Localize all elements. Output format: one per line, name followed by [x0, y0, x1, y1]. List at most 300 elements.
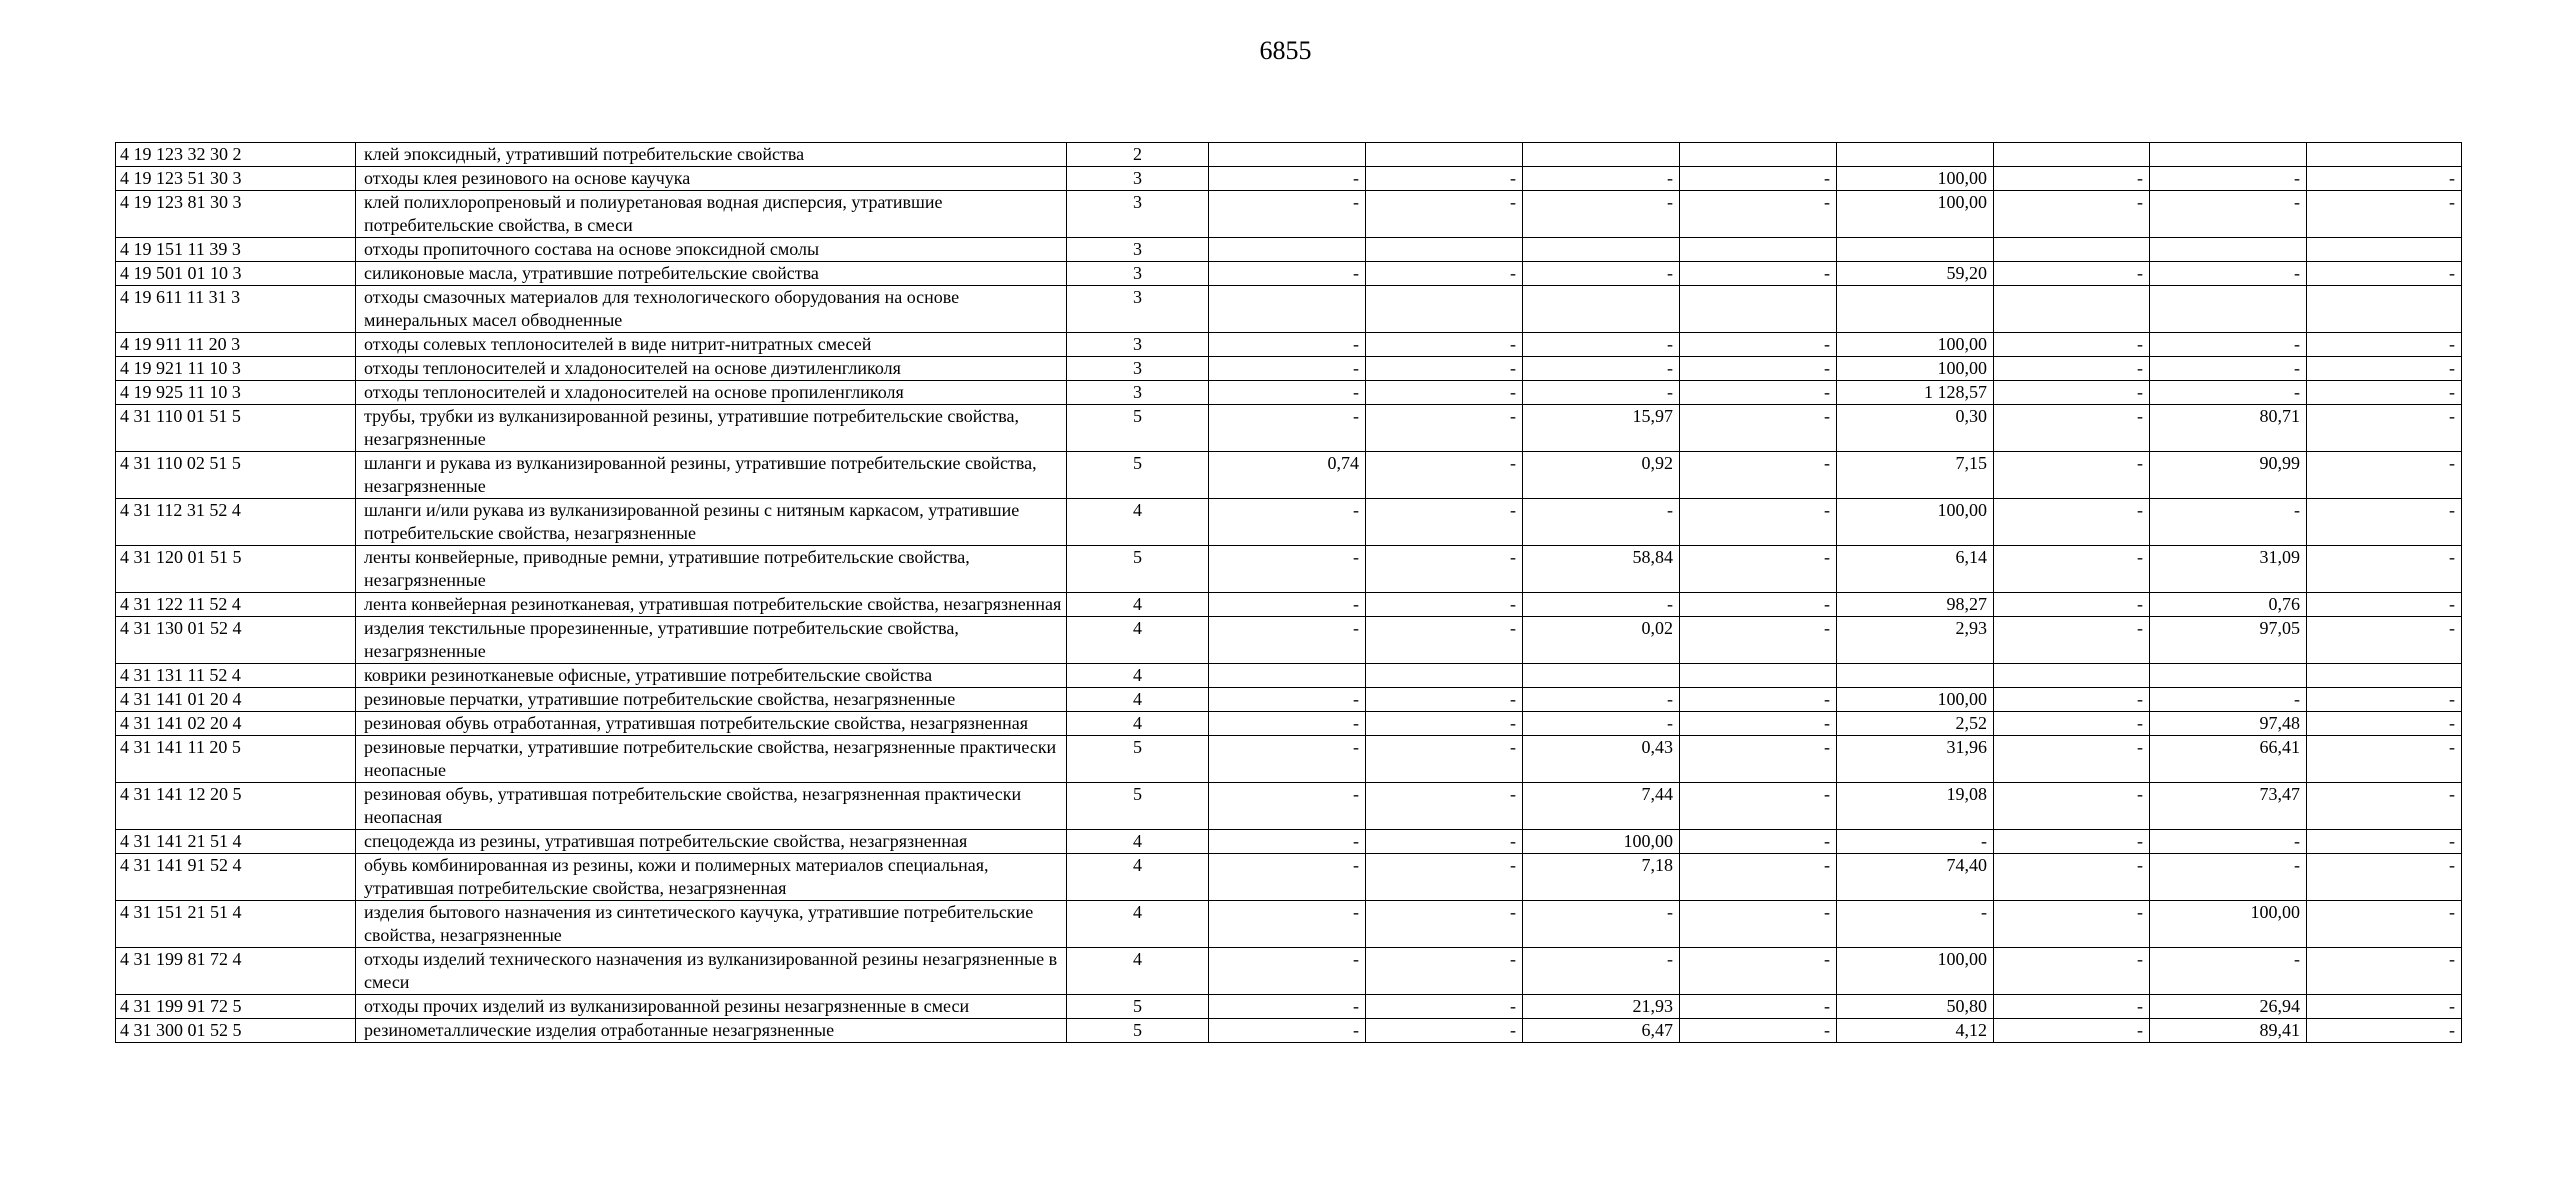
value-cell: 7,44	[1523, 783, 1680, 830]
waste-code-cell: 4 31 199 81 72 4	[116, 948, 356, 995]
value-cell: -	[1366, 948, 1523, 995]
value-cell	[1837, 143, 1994, 167]
value-cell: -	[1994, 712, 2150, 736]
value-cell: -	[1209, 405, 1366, 452]
value-cell: -	[2307, 830, 2462, 854]
value-cell: 100,00	[1523, 830, 1680, 854]
value-cell: -	[2150, 854, 2307, 901]
hazard-class-cell: 4	[1067, 948, 1209, 995]
value-cell: -	[1209, 830, 1366, 854]
value-cell: 100,00	[1837, 333, 1994, 357]
value-cell: -	[2307, 736, 2462, 783]
value-cell	[1366, 664, 1523, 688]
waste-code-cell: 4 19 911 11 20 3	[116, 333, 356, 357]
value-cell: -	[2307, 381, 2462, 405]
value-cell: -	[1366, 995, 1523, 1019]
value-cell	[1680, 238, 1837, 262]
value-cell: -	[1209, 167, 1366, 191]
value-cell: -	[1680, 830, 1837, 854]
value-cell: -	[1366, 593, 1523, 617]
value-cell: 2,93	[1837, 617, 1994, 664]
table-row	[116, 381, 2462, 405]
value-cell: -	[1994, 1019, 2150, 1043]
value-cell: 0,74	[1209, 452, 1366, 499]
hazard-class-cell: 5	[1067, 736, 1209, 783]
value-cell: -	[1523, 901, 1680, 948]
value-cell: -	[1366, 357, 1523, 381]
value-cell: -	[1994, 995, 2150, 1019]
value-cell: -	[1366, 1019, 1523, 1043]
value-cell	[1837, 238, 1994, 262]
waste-name-cell: шланги и рукава из вулканизированной резины, утратившие потребительские свойства, незагрязненные	[356, 452, 1067, 499]
table-row	[116, 167, 2462, 191]
value-cell: 31,09	[2150, 546, 2307, 593]
waste-code-cell: 4 31 131 11 52 4	[116, 664, 356, 688]
value-cell: -	[1994, 901, 2150, 948]
table-row	[116, 405, 2462, 452]
value-cell: -	[1523, 167, 1680, 191]
value-cell	[2150, 286, 2307, 333]
value-cell: -	[1209, 783, 1366, 830]
value-cell: -	[1994, 948, 2150, 995]
value-cell	[1523, 238, 1680, 262]
value-cell: -	[1523, 688, 1680, 712]
value-cell	[1523, 664, 1680, 688]
value-cell: -	[2150, 830, 2307, 854]
hazard-class-cell: 3	[1067, 381, 1209, 405]
value-cell	[1837, 664, 1994, 688]
value-cell: -	[1680, 405, 1837, 452]
value-cell: -	[1680, 191, 1837, 238]
value-cell: -	[1680, 995, 1837, 1019]
value-cell: -	[1209, 191, 1366, 238]
table-row	[116, 286, 2462, 333]
value-cell: -	[1994, 167, 2150, 191]
waste-name-cell: ленты конвейерные, приводные ремни, утратившие потребительские свойства, незагрязненные	[356, 546, 1067, 593]
table-row	[116, 191, 2462, 238]
value-cell: -	[1680, 948, 1837, 995]
waste-code-cell: 4 19 123 32 30 2	[116, 143, 356, 167]
waste-code-cell: 4 19 123 81 30 3	[116, 191, 356, 238]
value-cell: 0,43	[1523, 736, 1680, 783]
value-cell: -	[1994, 381, 2150, 405]
value-cell: -	[1366, 783, 1523, 830]
value-cell: -	[1994, 191, 2150, 238]
value-cell: -	[1994, 736, 2150, 783]
value-cell: -	[1209, 995, 1366, 1019]
value-cell: -	[1366, 191, 1523, 238]
table-row	[116, 688, 2462, 712]
value-cell: -	[1209, 546, 1366, 593]
value-cell: -	[2307, 262, 2462, 286]
table-row	[116, 333, 2462, 357]
value-cell: -	[1837, 830, 1994, 854]
value-cell: -	[1209, 593, 1366, 617]
value-cell: -	[1366, 405, 1523, 452]
value-cell: 73,47	[2150, 783, 2307, 830]
value-cell: 66,41	[2150, 736, 2307, 783]
value-cell: -	[1366, 736, 1523, 783]
value-cell: -	[2150, 333, 2307, 357]
value-cell: 7,15	[1837, 452, 1994, 499]
value-cell: 58,84	[1523, 546, 1680, 593]
waste-code-cell: 4 31 110 02 51 5	[116, 452, 356, 499]
value-cell: -	[1994, 357, 2150, 381]
hazard-class-cell: 3	[1067, 191, 1209, 238]
waste-table	[115, 142, 2462, 1043]
value-cell: -	[1680, 783, 1837, 830]
value-cell: 0,92	[1523, 452, 1680, 499]
value-cell	[1680, 143, 1837, 167]
value-cell: -	[1523, 712, 1680, 736]
table-row	[116, 948, 2462, 995]
hazard-class-cell: 3	[1067, 238, 1209, 262]
value-cell	[2150, 238, 2307, 262]
value-cell: -	[1523, 593, 1680, 617]
value-cell: -	[1366, 167, 1523, 191]
table-row	[116, 452, 2462, 499]
value-cell: -	[1209, 262, 1366, 286]
value-cell: 21,93	[1523, 995, 1680, 1019]
waste-code-cell: 4 31 130 01 52 4	[116, 617, 356, 664]
value-cell	[1209, 286, 1366, 333]
value-cell: -	[2150, 688, 2307, 712]
value-cell: 19,08	[1837, 783, 1994, 830]
value-cell: -	[1680, 1019, 1837, 1043]
value-cell: -	[1680, 499, 1837, 546]
hazard-class-cell: 5	[1067, 995, 1209, 1019]
hazard-class-cell: 3	[1067, 333, 1209, 357]
waste-name-cell: изделия бытового назначения из синтетического каучука, утратившие потребительские свойства, незагрязненные	[356, 901, 1067, 948]
value-cell: -	[1994, 499, 2150, 546]
waste-name-cell: отходы солевых теплоносителей в виде нитрит-нитратных смесей	[356, 333, 1067, 357]
table-row	[116, 143, 2462, 167]
waste-name-cell: силиконовые масла, утратившие потребительские свойства	[356, 262, 1067, 286]
value-cell: -	[2307, 452, 2462, 499]
hazard-class-cell: 4	[1067, 664, 1209, 688]
waste-name-cell: резинометаллические изделия отработанные незагрязненные	[356, 1019, 1067, 1043]
value-cell: 59,20	[1837, 262, 1994, 286]
value-cell	[1680, 664, 1837, 688]
value-cell: -	[1523, 333, 1680, 357]
value-cell	[1366, 286, 1523, 333]
waste-name-cell: шланги и/или рукава из вулканизированной резины с нитяным каркасом, утратившие потребительские свойства, незагрязненные	[356, 499, 1067, 546]
table-row	[116, 736, 2462, 783]
value-cell: -	[1680, 333, 1837, 357]
hazard-class-cell: 3	[1067, 167, 1209, 191]
table-row	[116, 664, 2462, 688]
value-cell: -	[1366, 901, 1523, 948]
waste-code-cell: 4 31 199 91 72 5	[116, 995, 356, 1019]
value-cell: -	[2307, 167, 2462, 191]
value-cell: -	[2150, 948, 2307, 995]
value-cell: -	[2307, 783, 2462, 830]
table-row	[116, 617, 2462, 664]
value-cell: -	[1680, 736, 1837, 783]
value-cell	[1994, 286, 2150, 333]
table-row	[116, 238, 2462, 262]
value-cell: 6,14	[1837, 546, 1994, 593]
table-row	[116, 854, 2462, 901]
waste-code-cell: 4 31 151 21 51 4	[116, 901, 356, 948]
waste-name-cell: резиновая обувь отработанная, утратившая потребительские свойства, незагрязненная	[356, 712, 1067, 736]
value-cell: -	[2307, 617, 2462, 664]
value-cell	[1523, 286, 1680, 333]
value-cell: -	[1366, 712, 1523, 736]
value-cell: 100,00	[1837, 499, 1994, 546]
hazard-class-cell: 5	[1067, 452, 1209, 499]
value-cell: -	[1680, 262, 1837, 286]
waste-code-cell: 4 19 611 11 31 3	[116, 286, 356, 333]
hazard-class-cell: 4	[1067, 688, 1209, 712]
value-cell: -	[1837, 901, 1994, 948]
value-cell: -	[1680, 593, 1837, 617]
value-cell: 0,76	[2150, 593, 2307, 617]
value-cell: -	[1994, 405, 2150, 452]
value-cell: 100,00	[1837, 688, 1994, 712]
waste-code-cell: 4 31 141 91 52 4	[116, 854, 356, 901]
value-cell: -	[2150, 167, 2307, 191]
value-cell: 15,97	[1523, 405, 1680, 452]
value-cell: -	[2307, 546, 2462, 593]
hazard-class-cell: 4	[1067, 593, 1209, 617]
value-cell	[2307, 286, 2462, 333]
waste-name-cell: отходы теплоносителей и хладоносителей на основе пропиленгликоля	[356, 381, 1067, 405]
table-row	[116, 499, 2462, 546]
hazard-class-cell: 3	[1067, 286, 1209, 333]
value-cell: 100,00	[2150, 901, 2307, 948]
value-cell: 97,48	[2150, 712, 2307, 736]
waste-code-cell: 4 19 151 11 39 3	[116, 238, 356, 262]
value-cell: 74,40	[1837, 854, 1994, 901]
value-cell	[2150, 664, 2307, 688]
table-row	[116, 712, 2462, 736]
value-cell: -	[1994, 854, 2150, 901]
value-cell: -	[1523, 381, 1680, 405]
waste-code-cell: 4 31 300 01 52 5	[116, 1019, 356, 1043]
hazard-class-cell: 3	[1067, 262, 1209, 286]
waste-name-cell: резиновые перчатки, утратившие потребительские свойства, незагрязненные практически неопасные	[356, 736, 1067, 783]
table-row	[116, 357, 2462, 381]
waste-code-cell: 4 19 921 11 10 3	[116, 357, 356, 381]
hazard-class-cell: 2	[1067, 143, 1209, 167]
value-cell: -	[2307, 712, 2462, 736]
hazard-class-cell: 3	[1067, 357, 1209, 381]
value-cell: -	[1994, 333, 2150, 357]
waste-name-cell: отходы пропиточного состава на основе эпоксидной смолы	[356, 238, 1067, 262]
value-cell: 100,00	[1837, 191, 1994, 238]
value-cell: -	[2307, 333, 2462, 357]
waste-code-cell: 4 19 501 01 10 3	[116, 262, 356, 286]
waste-name-cell: отходы клея резинового на основе каучука	[356, 167, 1067, 191]
value-cell: 31,96	[1837, 736, 1994, 783]
value-cell: -	[1680, 167, 1837, 191]
value-cell: -	[2150, 499, 2307, 546]
value-cell	[2150, 143, 2307, 167]
value-cell: -	[1209, 736, 1366, 783]
value-cell: -	[1994, 783, 2150, 830]
value-cell: -	[1366, 546, 1523, 593]
hazard-class-cell: 5	[1067, 783, 1209, 830]
value-cell: -	[2307, 593, 2462, 617]
value-cell: 97,05	[2150, 617, 2307, 664]
value-cell: -	[1994, 452, 2150, 499]
hazard-class-cell: 4	[1067, 712, 1209, 736]
value-cell: -	[2307, 688, 2462, 712]
value-cell	[2307, 143, 2462, 167]
value-cell: 98,27	[1837, 593, 1994, 617]
value-cell: -	[1209, 712, 1366, 736]
value-cell: -	[1994, 617, 2150, 664]
value-cell: -	[1366, 262, 1523, 286]
value-cell	[1209, 238, 1366, 262]
value-cell	[1366, 143, 1523, 167]
value-cell	[2307, 238, 2462, 262]
value-cell: -	[1209, 1019, 1366, 1043]
value-cell	[1994, 143, 2150, 167]
value-cell: -	[1523, 948, 1680, 995]
value-cell: -	[1366, 499, 1523, 546]
table-body	[116, 143, 2462, 1043]
value-cell: -	[2307, 499, 2462, 546]
value-cell: -	[1680, 546, 1837, 593]
value-cell: -	[1523, 262, 1680, 286]
waste-name-cell: клей эпоксидный, утративший потребительские свойства	[356, 143, 1067, 167]
value-cell: 0,02	[1523, 617, 1680, 664]
value-cell	[2307, 664, 2462, 688]
value-cell	[1837, 286, 1994, 333]
hazard-class-cell: 4	[1067, 854, 1209, 901]
value-cell: -	[1680, 901, 1837, 948]
value-cell	[1209, 664, 1366, 688]
value-cell: -	[1680, 617, 1837, 664]
waste-name-cell: лента конвейерная резинотканевая, утратившая потребительские свойства, незагрязненная	[356, 593, 1067, 617]
value-cell	[1994, 238, 2150, 262]
value-cell: -	[1523, 499, 1680, 546]
value-cell: -	[1680, 854, 1837, 901]
value-cell: -	[1994, 262, 2150, 286]
waste-name-cell: трубы, трубки из вулканизированной резины, утратившие потребительские свойства, незагрязненные	[356, 405, 1067, 452]
waste-name-cell: отходы теплоносителей и хладоносителей на основе диэтиленгликоля	[356, 357, 1067, 381]
waste-code-cell: 4 31 122 11 52 4	[116, 593, 356, 617]
waste-name-cell: отходы прочих изделий из вулканизированной резины незагрязненные в смеси	[356, 995, 1067, 1019]
value-cell: -	[1366, 854, 1523, 901]
hazard-class-cell: 5	[1067, 546, 1209, 593]
table-row	[116, 783, 2462, 830]
value-cell: 80,71	[2150, 405, 2307, 452]
value-cell: -	[2150, 191, 2307, 238]
value-cell: -	[1209, 688, 1366, 712]
hazard-class-cell: 4	[1067, 830, 1209, 854]
value-cell: -	[1366, 452, 1523, 499]
value-cell: -	[1523, 357, 1680, 381]
value-cell: -	[1680, 357, 1837, 381]
value-cell: -	[1994, 593, 2150, 617]
value-cell: 6,47	[1523, 1019, 1680, 1043]
value-cell: 90,99	[2150, 452, 2307, 499]
value-cell: -	[1209, 854, 1366, 901]
waste-code-cell: 4 19 123 51 30 3	[116, 167, 356, 191]
table-row	[116, 995, 2462, 1019]
value-cell: -	[2307, 405, 2462, 452]
waste-name-cell: отходы смазочных материалов для технологического оборудования на основе минеральных масел обводненные	[356, 286, 1067, 333]
value-cell	[1366, 238, 1523, 262]
value-cell: -	[2307, 948, 2462, 995]
value-cell: -	[2307, 901, 2462, 948]
value-cell: -	[2307, 854, 2462, 901]
value-cell: -	[1366, 617, 1523, 664]
value-cell: -	[1523, 191, 1680, 238]
waste-name-cell: изделия текстильные прорезиненные, утратившие потребительские свойства, незагрязненные	[356, 617, 1067, 664]
value-cell: -	[1366, 688, 1523, 712]
value-cell: -	[1209, 948, 1366, 995]
value-cell: -	[1680, 688, 1837, 712]
value-cell: -	[1680, 712, 1837, 736]
value-cell: 100,00	[1837, 357, 1994, 381]
value-cell: -	[2307, 995, 2462, 1019]
value-cell: -	[1366, 830, 1523, 854]
value-cell: -	[1209, 333, 1366, 357]
waste-name-cell: резиновые перчатки, утратившие потребительские свойства, незагрязненные	[356, 688, 1067, 712]
value-cell: 100,00	[1837, 948, 1994, 995]
hazard-class-cell: 4	[1067, 499, 1209, 546]
value-cell: 0,30	[1837, 405, 1994, 452]
waste-code-cell: 4 31 141 02 20 4	[116, 712, 356, 736]
value-cell: -	[1209, 617, 1366, 664]
hazard-class-cell: 4	[1067, 617, 1209, 664]
waste-code-cell: 4 31 112 31 52 4	[116, 499, 356, 546]
waste-name-cell: клей полихлоропреновый и полиуретановая водная дисперсия, утратившие потребительские свойства, в смеси	[356, 191, 1067, 238]
waste-code-cell: 4 31 141 01 20 4	[116, 688, 356, 712]
value-cell: -	[1209, 499, 1366, 546]
value-cell: -	[2307, 1019, 2462, 1043]
waste-code-cell: 4 31 110 01 51 5	[116, 405, 356, 452]
waste-name-cell: коврики резинотканевые офисные, утратившие потребительские свойства	[356, 664, 1067, 688]
value-cell	[1680, 286, 1837, 333]
hazard-class-cell: 4	[1067, 901, 1209, 948]
waste-name-cell: обувь комбинированная из резины, кожи и полимерных материалов специальная, утратившая потребительские свойства, незагрязненная	[356, 854, 1067, 901]
value-cell: 26,94	[2150, 995, 2307, 1019]
table-row	[116, 1019, 2462, 1043]
value-cell	[1994, 664, 2150, 688]
hazard-class-cell: 5	[1067, 1019, 1209, 1043]
waste-name-cell: спецодежда из резины, утратившая потребительские свойства, незагрязненная	[356, 830, 1067, 854]
hazard-class-cell: 5	[1067, 405, 1209, 452]
value-cell: -	[2307, 357, 2462, 381]
value-cell: -	[2307, 191, 2462, 238]
value-cell	[1523, 143, 1680, 167]
waste-code-cell: 4 31 141 12 20 5	[116, 783, 356, 830]
value-cell: 2,52	[1837, 712, 1994, 736]
waste-code-cell: 4 31 120 01 51 5	[116, 546, 356, 593]
value-cell: 7,18	[1523, 854, 1680, 901]
value-cell: 89,41	[2150, 1019, 2307, 1043]
table-row	[116, 830, 2462, 854]
value-cell: -	[1366, 333, 1523, 357]
waste-code-cell: 4 31 141 11 20 5	[116, 736, 356, 783]
value-cell: 1 128,57	[1837, 381, 1994, 405]
value-cell: -	[2150, 357, 2307, 381]
value-cell: 50,80	[1837, 995, 1994, 1019]
value-cell: -	[1994, 830, 2150, 854]
value-cell: -	[1994, 546, 2150, 593]
table-row	[116, 901, 2462, 948]
waste-code-cell: 4 31 141 21 51 4	[116, 830, 356, 854]
value-cell: -	[2150, 381, 2307, 405]
value-cell: -	[1209, 381, 1366, 405]
table-row	[116, 546, 2462, 593]
value-cell: -	[1209, 901, 1366, 948]
